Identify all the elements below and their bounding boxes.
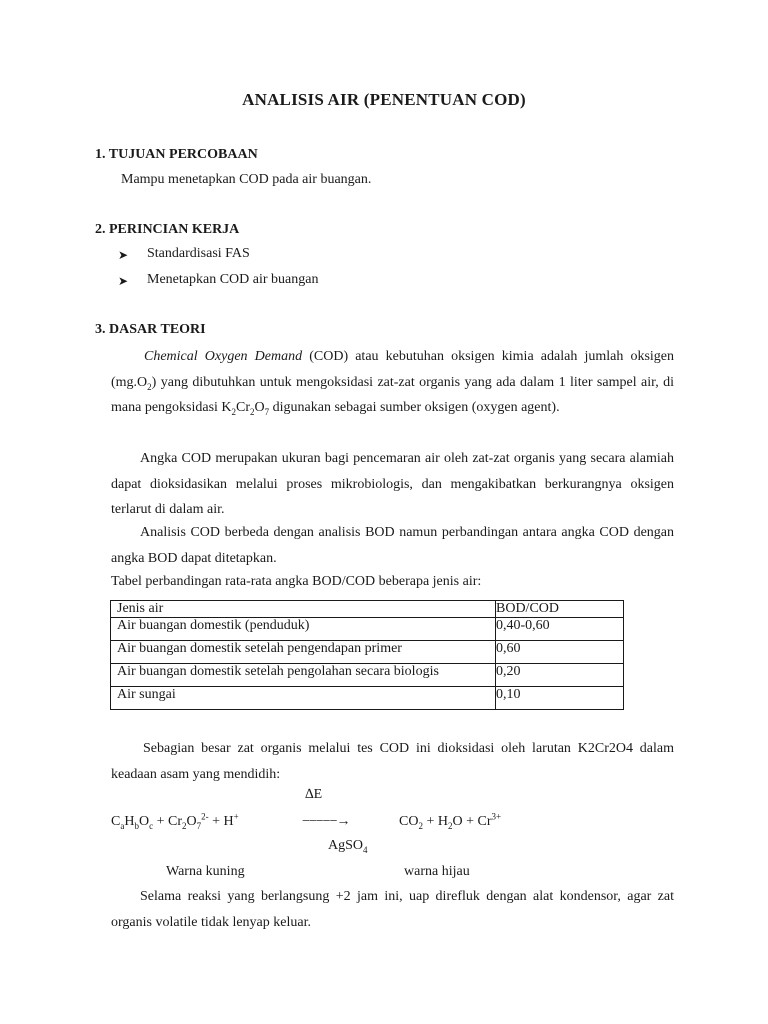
theory-paragraph-5: Selama reaksi yang berlangsung +2 jam ini, uap direfluk dengan alat kondensor, agar zat organis volatile tidak lenyap keluar. [111,889,674,930]
section-1-heading: 1. TUJUAN PERCOBAAN [95,147,258,162]
work-item-2: Menetapkan COD air buangan [147,272,319,287]
table-row [111,664,624,687]
table-cell: 0,10 [496,687,624,710]
reactant-color-label: Warna kuning [166,864,245,879]
reaction-reactants: $C_aH_bO_c + Cr_2O_7^{2-} + H^+$ [111,811,239,831]
work-item-1: Standardisasi FAS [147,246,250,261]
section-2-heading: 2. PERINCIAN KERJA [95,222,240,237]
product-color-label: warna hijau [404,864,470,879]
table-row [111,641,624,664]
reaction-catalyst: AgSO$_4$ [328,838,368,855]
table-cell: Air buangan domestik (penduduk) [111,618,496,641]
table-cell: Air sungai [111,687,496,710]
page-title: ANALISIS AIR (PENENTUAN COD) [242,90,526,109]
reaction-condition-heat: ∆E [305,787,323,802]
table-header-cell: BOD/COD [496,601,624,618]
arrow-bullet-icon: ➤ [118,248,129,262]
arrow-bullet-icon: ➤ [118,274,129,288]
table-row [111,618,624,641]
reaction-products: $CO_2 + H_2O + Cr^{3+}$ [399,811,502,831]
theory-paragraph-1: Chemical Oxygen Demand (COD) atau kebutuhan oksigen kimia adalah jumlah oksigen $(mg.O_2)$ yang dibutuhkan untuk mengoksidasi zat-zat organis yang ada dalam 1 liter sampel air, di mana pengoksidasi $K_2Cr_2O_7$ digunakan sebagai sumber oksigen (oxygen agent). [111,349,674,417]
table-cell: 0,60 [496,641,624,664]
term-italic: Chemical Oxygen Demand [144,349,303,364]
reaction-arrow-icon: −−−−−→ [302,814,350,829]
theory-paragraph-2: Angka COD merupakan ukuran bagi pencemaran air oleh zat-zat organis yang secara alamiah dapat dioksidasikan melalui proses mikrobiologis, dan mengakibatkan berkurangnya oksigen terlarut di dalam air. [111,451,674,517]
theory-paragraph-3: Analisis COD berbeda dengan analisis BOD namun perbandingan antara angka COD dengan angka BOD dapat ditetapkan. [111,525,674,566]
bod-cod-table [110,600,624,710]
table-cell: Air buangan domestik setelah pengolahan secara biologis [111,664,496,687]
table-header-row [111,601,624,618]
table-caption: Tabel perbandingan rata-rata angka BOD/COD beberapa jenis air: [111,574,482,589]
table-header-cell: Jenis air [111,601,496,618]
table-cell: 0,20 [496,664,624,687]
table-cell: 0,40-0,60 [496,618,624,641]
table-cell: Air buangan domestik setelah pengendapan primer [111,641,496,664]
table-row [111,687,624,710]
section-3-heading: 3. DASAR TEORI [95,322,206,337]
section-1-text: Mampu menetapkan COD pada air buangan. [121,172,372,187]
theory-paragraph-4: Sebagian besar zat organis melalui tes COD ini dioksidasi oleh larutan K2Cr2O4 dalam keadaan asam yang mendidih: [111,741,674,782]
